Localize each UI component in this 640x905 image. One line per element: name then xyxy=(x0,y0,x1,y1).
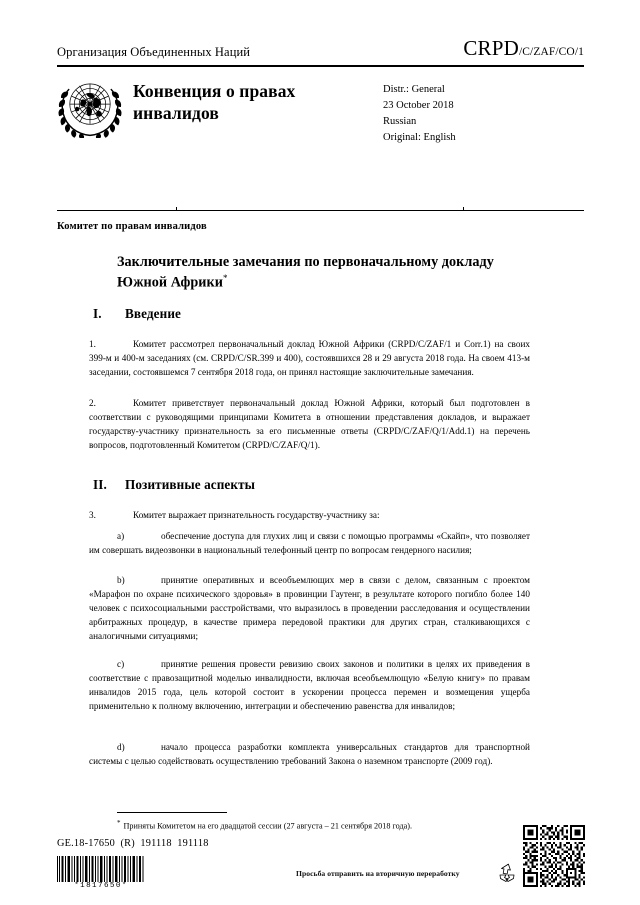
paragraph-3c xyxy=(89,657,530,713)
distribution-type: Distr.: General xyxy=(383,84,445,95)
masthead-body-row xyxy=(57,76,584,146)
masthead-divider xyxy=(57,65,584,67)
footnote xyxy=(117,818,537,833)
distribution-date: 23 October 2018 xyxy=(383,99,454,111)
committee-divider xyxy=(57,210,584,211)
masthead xyxy=(57,36,584,146)
job-number: GE.18-17650 (R) 191118 191118 xyxy=(57,838,209,849)
distribution-original: Original: English xyxy=(383,131,456,143)
paragraph-1-text: Комитет рассмотрел первоначальный доклад Южной Африки (CRPD/C/ZAF/1 и Corr.1) на своих 399-м и 400-м заседаниях (см. CRPD/C/SR.399 и 400), состоявшихся 28 и 29 августа 2018 года. На своем 413-м заседании, состоявшемся 7 сентября 2018 года, он принял настоящие заключительные замечания. xyxy=(89,339,530,378)
paragraph-3c-text: принятие решения провести ревизию своих законов и политики в целях их приведения в соответствие с правозащитной моделью инвалидности, включая всеобъемлющую «Белую книгу» по правам инвалидов 2015 года, цель которой состоит в ускорении процесса перемен и возмещения ущерба применительно к полному включению, интеграции и обеспечению равенства для инвалидов; xyxy=(89,659,530,712)
paragraph-3 xyxy=(89,508,530,522)
paragraph-3b-text: принятие оперативных и всеобъемлющих мер в связи с делом, связанным с проектом «Марафон по охране психического здоровья» в провинции Гаутенг, в результате которого погибло более 140 человек с психосоциальными расстройствами, что выразилось в проведении расследования и осуществлении арбитражных процедур, в качестве примера передовой практики для других стран, сталкивающихся с аналогичными ситуациями; xyxy=(89,575,530,642)
convention-title: Конвенция о правах инвалидов xyxy=(133,81,296,124)
paragraph-3b-label: b) xyxy=(117,575,125,585)
section-label-1: Введение xyxy=(125,306,181,321)
paragraph-1 xyxy=(89,337,530,379)
footnote-text: Приняты Комитетом на его двадцатой сессии (27 августа – 21 сентября 2018 года). xyxy=(123,821,413,831)
paragraph-3d-text: начало процесса разработки комплекта универсальных стандартов для транспортной системы с целью содействовать осуществлению требований Закона о наземном транспорте (2009 год). xyxy=(89,742,530,767)
paragraph-2-text: Комитет приветствует первоначальный доклад Южной Африки, который был подготовлен в соответствии с руководящими принципами Комитета в отношении представления докладов, и выражает государству-участнику признательность за его письменные ответы (CRPD/C/ZAF/Q/1/Add.1) на перечень вопросов, подготовленный Комитетом (CRPD/C/ZAF/Q/1). xyxy=(89,398,530,451)
barcode xyxy=(57,856,145,882)
un-emblem xyxy=(57,78,123,138)
barcode-text: *1817650* xyxy=(74,882,128,890)
paragraph-3b xyxy=(89,573,530,643)
section-numeral-1: I. xyxy=(93,306,102,321)
paragraph-2-number: 2. xyxy=(89,398,96,408)
document-symbol-main: CRPD xyxy=(463,36,519,60)
document-symbol-suffix: /C/ZAF/CO/1 xyxy=(518,46,584,58)
organization-name: Организация Объединенных Наций xyxy=(57,45,251,60)
section-numeral-2: II. xyxy=(93,477,107,492)
page-title xyxy=(117,252,517,293)
paragraph-3a-text: обеспечение доступа для глухих лиц и связи с помощью программы «Скайп», что позволяет им совершать видеозвонки в национальный телефонный центр по вопросам гендерного насилия; xyxy=(89,531,530,556)
paragraph-1-number: 1. xyxy=(89,339,96,349)
paragraph-3a-label: a) xyxy=(117,531,125,541)
recycle-icon xyxy=(497,862,517,882)
paragraph-3-number: 3. xyxy=(89,510,96,520)
recycle-note: Просьба отправить на вторичную переработку xyxy=(296,869,460,878)
section-heading-positive-aspects xyxy=(89,477,255,493)
paragraph-3d xyxy=(89,740,530,768)
title-footnote-marker: * xyxy=(222,273,228,284)
section-heading-introduction xyxy=(89,306,181,322)
distribution-language: Russian xyxy=(383,115,417,127)
distribution-block xyxy=(383,76,533,146)
un-emblem-wrapper xyxy=(57,76,127,143)
footnote-divider xyxy=(117,812,227,813)
paragraph-3c-label: c) xyxy=(117,659,125,669)
paragraph-2 xyxy=(89,396,530,452)
section-label-2: Позитивные аспекты xyxy=(125,477,256,492)
document-symbol xyxy=(463,36,584,62)
page-title-text: Заключительные замечания по первоначальному докладу Южной Африки xyxy=(117,254,494,291)
paragraph-3d-label: d) xyxy=(117,742,125,752)
paragraph-3a xyxy=(89,529,530,557)
committee-name: Комитет по правам инвалидов xyxy=(57,221,207,232)
footnote-marker: * xyxy=(117,819,121,827)
paragraph-3-text: Комитет выражает признательность государству-участнику за: xyxy=(133,510,380,520)
qr-code xyxy=(523,825,585,887)
masthead-top-row xyxy=(57,36,584,62)
